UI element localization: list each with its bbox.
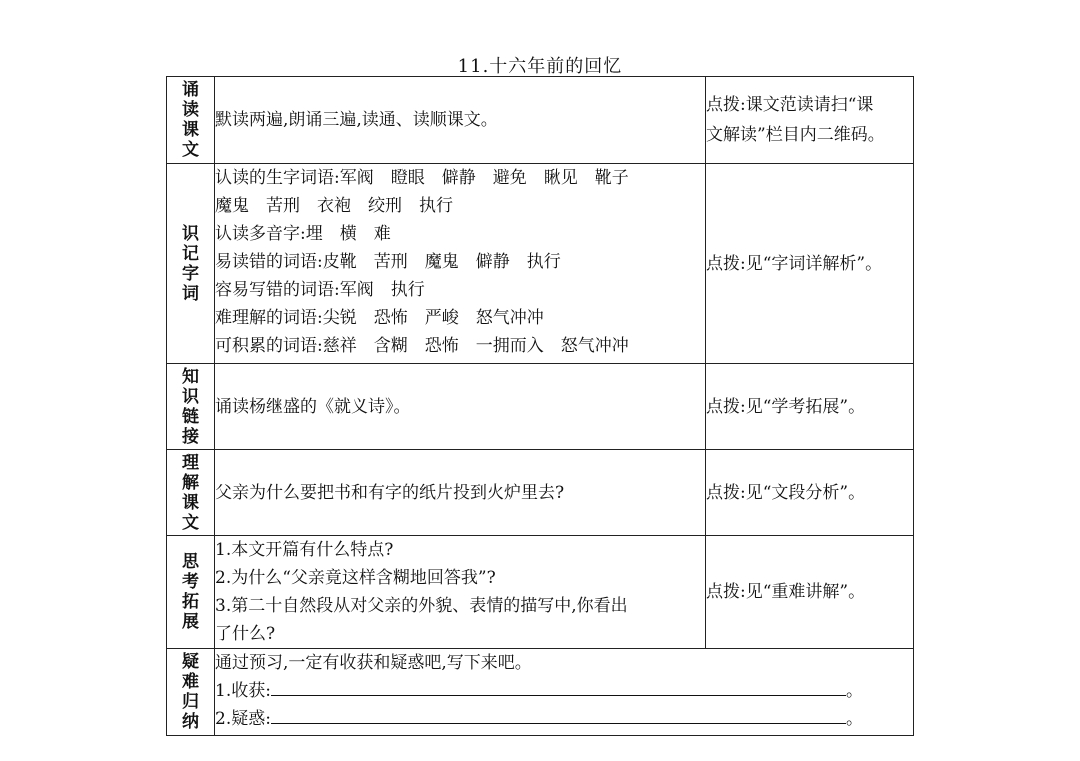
content-line: 通过预习,一定有收获和疑惑吧,写下来吧。 — [215, 653, 532, 673]
content-line: 可积累的词语:慈祥 含糊 恐怖 一拥而入 怒气冲冲 — [215, 336, 629, 356]
content-line: 容易写错的词语:军阀 执行 — [215, 280, 425, 300]
table-row — [167, 536, 914, 649]
content-line: 2.为什么“父亲竟这样含糊地回答我”? — [215, 568, 496, 588]
row-tip: 点拨:见“学考拓展”。 — [706, 364, 914, 450]
row-label: 思 考 拓 展 — [167, 536, 215, 649]
row-label: 识 记 字 词 — [167, 164, 215, 364]
table-row — [167, 164, 914, 364]
table-row — [167, 364, 914, 450]
table-row — [167, 77, 914, 164]
row-content — [215, 450, 706, 536]
document-title: 11.十六年前的回忆 — [457, 56, 623, 77]
table-row — [167, 649, 914, 736]
row-content — [215, 364, 706, 450]
row-label: 理 解 课 文 — [167, 450, 215, 536]
content-line: 难理解的词语:尖锐 恐怖 严峻 怒气冲冲 — [215, 308, 544, 328]
content-line: 诵读杨继盛的《就义诗》。 — [215, 396, 411, 417]
content-line: 父亲为什么要把书和有字的纸片投到火炉里去? — [215, 482, 565, 503]
table-row — [167, 450, 914, 536]
row-tip: 点拨:见“重难讲解”。 — [706, 536, 914, 649]
row-tip: 点拨:见“文段分析”。 — [706, 450, 914, 536]
content-line: 1.本文开篇有什么特点? — [215, 540, 394, 560]
row-content — [215, 77, 706, 164]
row-content — [215, 649, 914, 736]
content-line: 易读错的词语:皮靴 苦刑 魔鬼 僻静 执行 — [215, 252, 561, 272]
row-label: 知 识 链 接 — [167, 364, 215, 450]
content-line: 魔鬼 苦刑 衣袍 绞刑 执行 — [215, 196, 453, 216]
row-content — [215, 164, 706, 364]
row-tip: 点拨:见“字词详解析”。 — [706, 164, 914, 364]
doubt-blank[interactable] — [271, 705, 846, 724]
content-line: 3.第二十自然段从对父亲的外貌、表情的描写中,你看出 — [215, 596, 628, 616]
row-label: 诵 读 课 文 — [167, 77, 215, 164]
content-line: 了什么? — [215, 624, 276, 644]
content-line: 认读的生字词语:军阀 瞪眼 僻静 避免 瞅见 靴子 — [215, 168, 629, 188]
harvest-blank[interactable] — [271, 677, 846, 696]
row-tip: 点拨:课文范读请扫“课 文解读”栏目内二维码。 — [706, 77, 914, 164]
row-label: 疑 难 归 纳 — [167, 649, 215, 736]
content-line: 认读多音字:埋 横 难 — [215, 224, 391, 244]
preview-table — [166, 76, 914, 736]
harvest-line: 1.收获: 。 — [215, 677, 913, 705]
row-content — [215, 536, 706, 649]
content-line: 默读两遍,朗诵三遍,读通、读顺课文。 — [215, 110, 498, 130]
doubt-line: 2.疑惑: 。 — [215, 705, 913, 733]
